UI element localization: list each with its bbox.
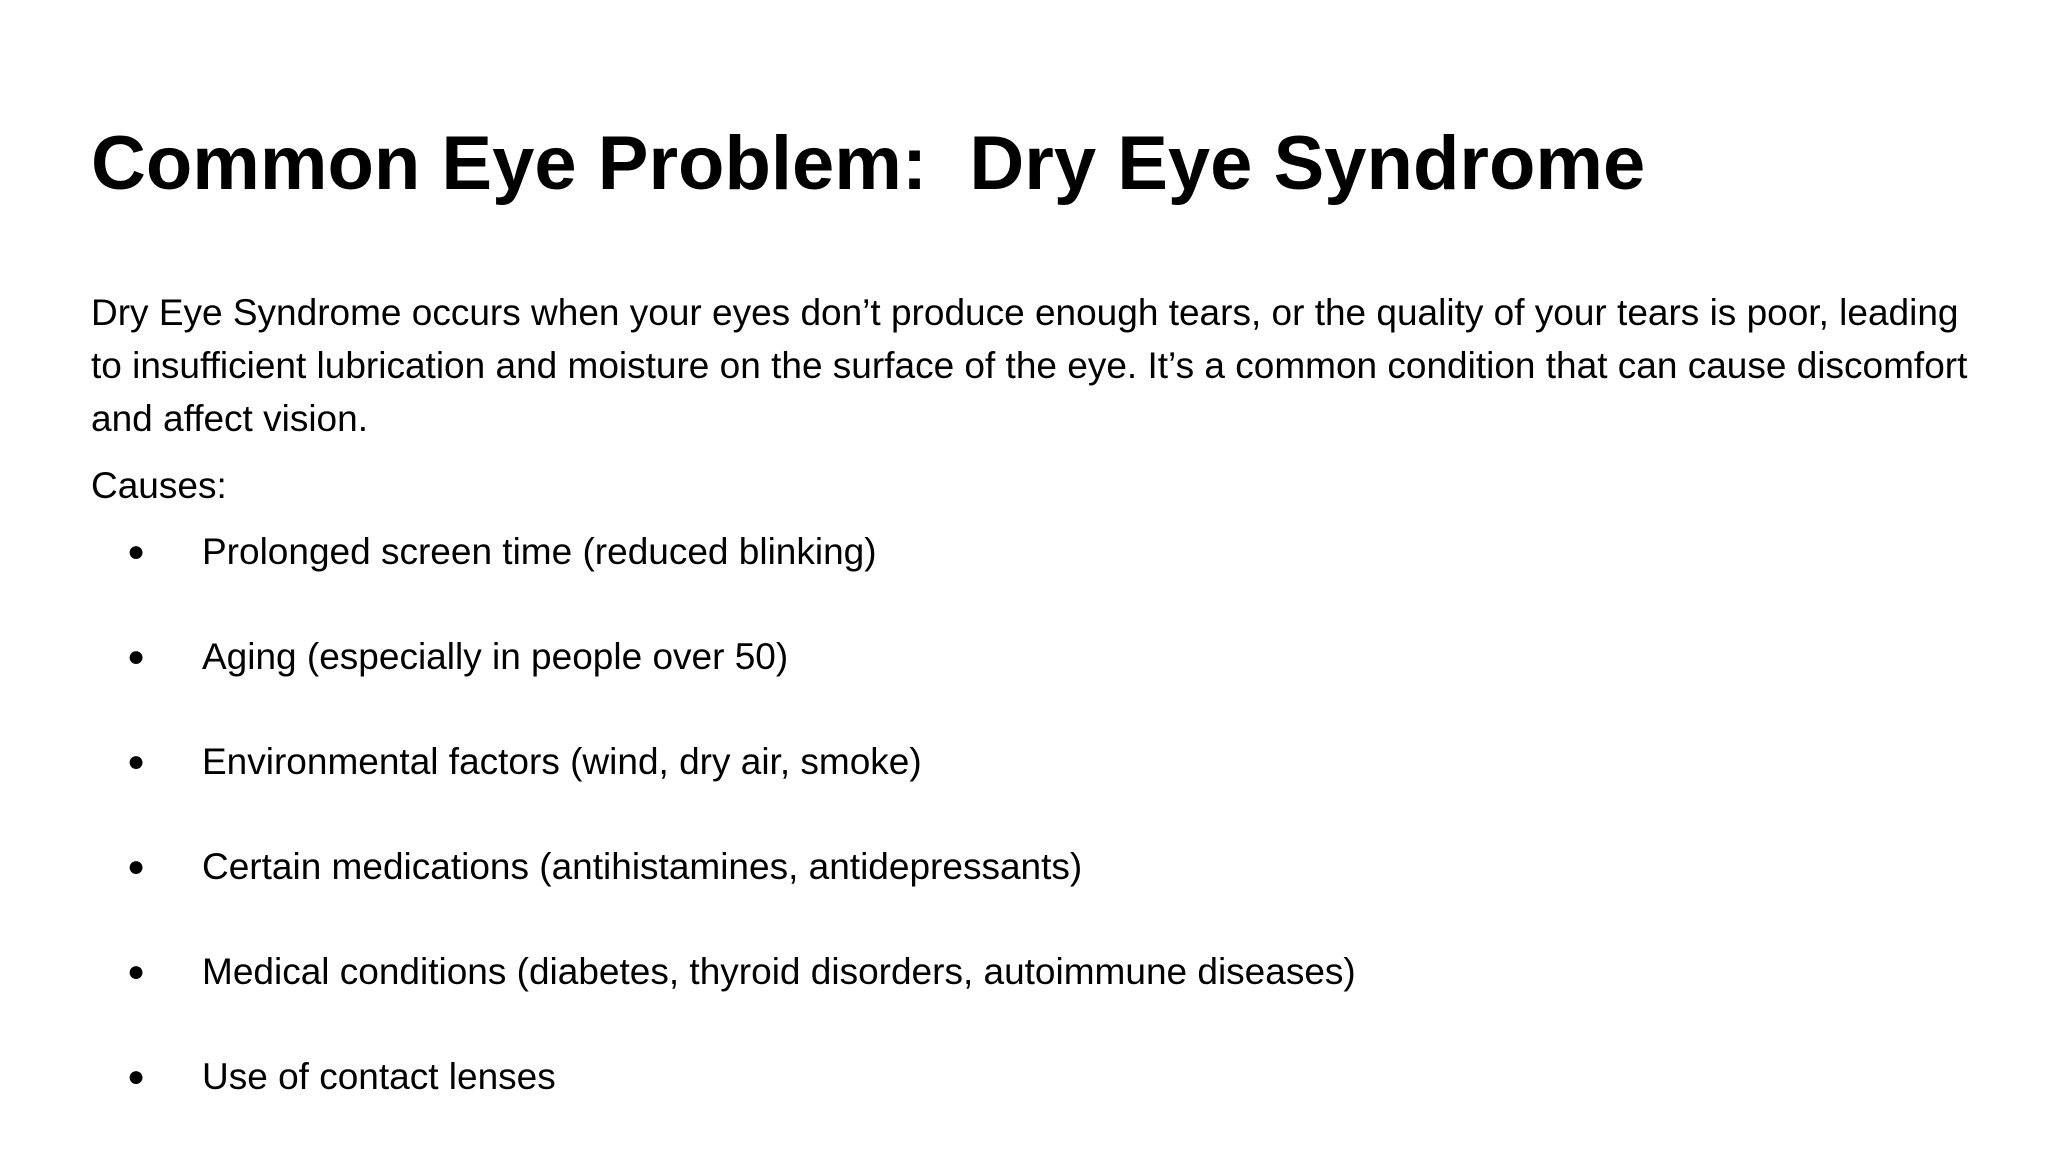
bullet-icon: ● <box>127 640 146 673</box>
list-item-text: Certain medications (antihistamines, antidepressants) <box>202 846 1083 887</box>
bullet-icon: ● <box>127 955 146 988</box>
causes-list <box>91 525 1971 1103</box>
list-item <box>91 1050 1971 1103</box>
slide-title: Common Eye Problem: Dry Eye Syndrome <box>91 121 1646 206</box>
bullet-icon: ● <box>127 745 146 778</box>
list-item-text: Aging (especially in people over 50) <box>202 636 789 677</box>
list-item-text: Use of contact lenses <box>202 1056 556 1097</box>
causes-label: Causes: <box>91 465 227 506</box>
list-item <box>91 735 1971 788</box>
bullet-icon: ● <box>127 850 146 883</box>
slide-body <box>91 286 1971 1103</box>
list-item <box>91 945 1971 998</box>
list-item <box>91 630 1971 683</box>
list-item <box>91 840 1971 893</box>
bullet-icon: ● <box>127 1060 146 1093</box>
intro-paragraph: Dry Eye Syndrome occurs when your eyes don’t produce enough tears, or the quality of your tears is poor, leading to insufficient lubrication and moisture on the surface of the eye. It’s a common condition that can cause discomfort and affect vision. <box>91 292 1968 439</box>
list-item-text: Prolonged screen time (reduced blinking) <box>202 531 877 572</box>
list-item-text: Medical conditions (diabetes, thyroid disorders, autoimmune diseases) <box>202 951 1356 992</box>
list-item-text: Environmental factors (wind, dry air, smoke) <box>202 741 922 782</box>
bullet-icon: ● <box>127 535 146 568</box>
list-item <box>91 525 1971 578</box>
